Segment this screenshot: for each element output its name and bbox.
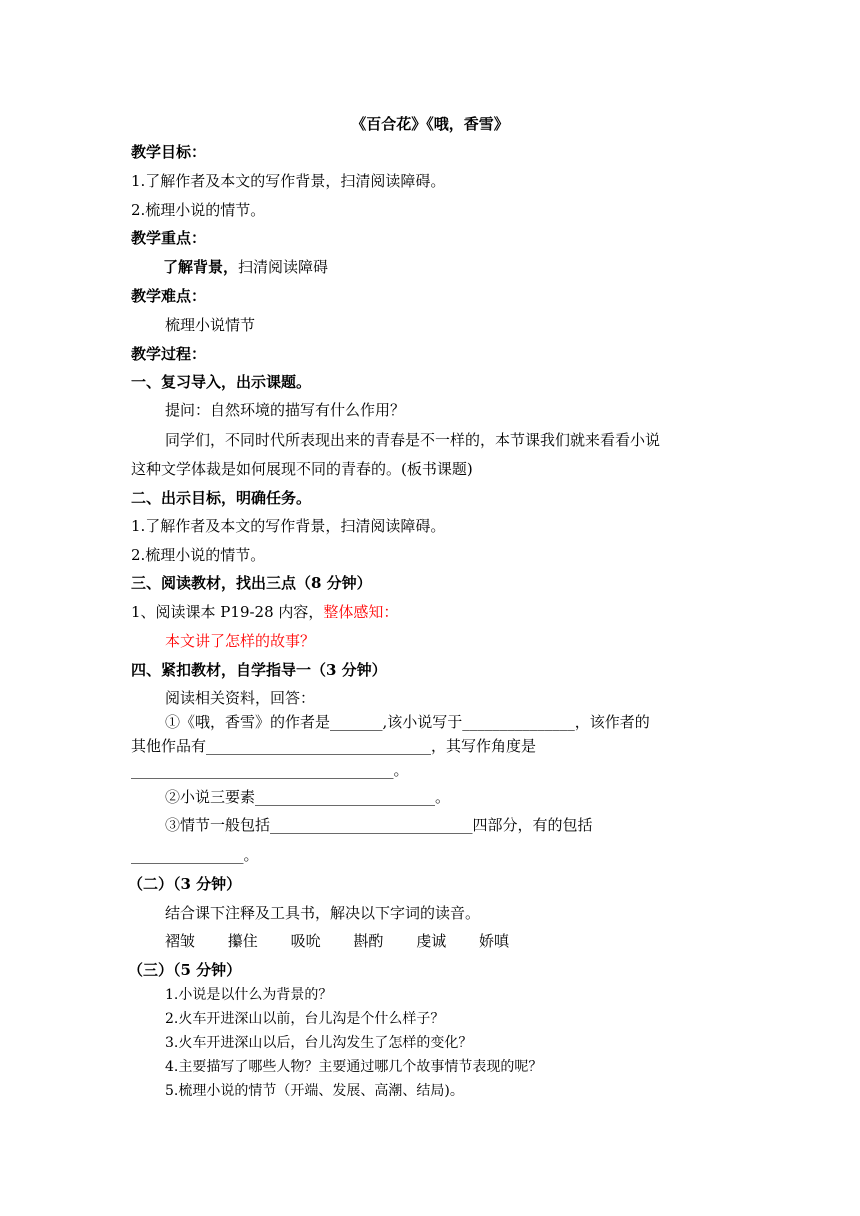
step3-red-question: 本文讲了怎样的故事？ bbox=[165, 632, 316, 650]
step3-heading: 三、阅读教材，找出三点（8 分钟） bbox=[131, 574, 372, 592]
part2-instruction: 结合课下注释及工具书，解决以下字词的读音。 bbox=[165, 904, 481, 922]
step4-intro: 阅读相关资料，回答： bbox=[165, 689, 316, 707]
vocabulary-words bbox=[165, 931, 537, 951]
process-heading: 教学过程： bbox=[131, 345, 207, 363]
part2-heading: （二）（3 分钟） bbox=[128, 875, 242, 893]
step4-heading: 四、紧扣教材，自学指导一（3 分钟） bbox=[131, 661, 387, 679]
step1-paragraph-line2: 这种文学体裁是如何展现不同的青春的。(板书课题) bbox=[131, 460, 473, 478]
part3-question: 2.火车开进深山以前，台儿沟是个什么样子？ bbox=[165, 1011, 445, 1027]
vocabulary-word: 吸吮 bbox=[290, 932, 321, 950]
part3-question: 3.火车开进深山以后，台儿沟发生了怎样的变化？ bbox=[165, 1035, 473, 1051]
step4-q3-line1: ③情节一般包括___________________________四部分，有的包括 bbox=[165, 816, 593, 834]
objectives-heading: 教学目标： bbox=[131, 143, 207, 161]
part3-question: 5.梳理小说的情节（开端、发展、高潮、结局)。 bbox=[165, 1083, 464, 1099]
key-points-rest: 扫清阅读障碍 bbox=[238, 258, 329, 276]
key-points-text bbox=[163, 257, 328, 277]
step3-reading-line bbox=[131, 602, 398, 622]
step4-q1-line1: ①《哦，香雪》的作者是_______,该小说写于_______________，该作者的 bbox=[165, 713, 650, 731]
step3-reading-prefix: 1、阅读课本 P19-28 内容， bbox=[131, 603, 324, 621]
document-title: 《百合花》《哦，香雪》 bbox=[351, 115, 509, 133]
step1-question: 提问：自然环境的描写有什么作用？ bbox=[165, 401, 406, 419]
step4-q1-line3: ___________________________________。 bbox=[131, 761, 409, 779]
vocabulary-word: 褶皱 bbox=[165, 932, 196, 950]
difficulty-heading: 教学难点： bbox=[131, 287, 207, 305]
step4-q1-line2: 其他作品有______________________________，其写作角度是 bbox=[131, 737, 537, 755]
step2-item: 2.梳理小说的情节。 bbox=[131, 546, 266, 564]
key-points-heading: 教学重点： bbox=[131, 229, 207, 247]
part3-question: 4.主要描写了哪些人物？主要通过哪几个故事情节表现的呢？ bbox=[165, 1059, 543, 1075]
step4-q3-line2: _______________。 bbox=[131, 846, 259, 864]
step1-paragraph-line1: 同学们，不同时代所表现出来的青春是不一样的，本节课我们就来看看小说 bbox=[165, 431, 661, 449]
vocabulary-word: 娇嗔 bbox=[478, 932, 509, 950]
vocabulary-word: 斟酌 bbox=[353, 932, 384, 950]
step2-heading: 二、出示目标，明确任务。 bbox=[131, 489, 312, 507]
step1-heading: 一、复习导入，出示课题。 bbox=[131, 373, 312, 391]
objective-item: 1.了解作者及本文的写作背景，扫清阅读障碍。 bbox=[131, 172, 446, 190]
step4-q2: ②小说三要素________________________。 bbox=[165, 788, 451, 806]
objective-item: 2.梳理小说的情节。 bbox=[131, 201, 266, 219]
part3-heading: （三）（5 分钟） bbox=[128, 961, 242, 979]
key-points-bold: 了解背景， bbox=[163, 258, 239, 276]
step2-item: 1.了解作者及本文的写作背景，扫清阅读障碍。 bbox=[131, 517, 446, 535]
part3-question: 1.小说是以什么为背景的？ bbox=[165, 987, 333, 1003]
vocabulary-word: 攥住 bbox=[227, 932, 258, 950]
step3-reading-red: 整体感知： bbox=[323, 603, 399, 621]
vocabulary-word: 虔诚 bbox=[416, 932, 447, 950]
difficulty-text: 梳理小说情节 bbox=[165, 316, 256, 334]
